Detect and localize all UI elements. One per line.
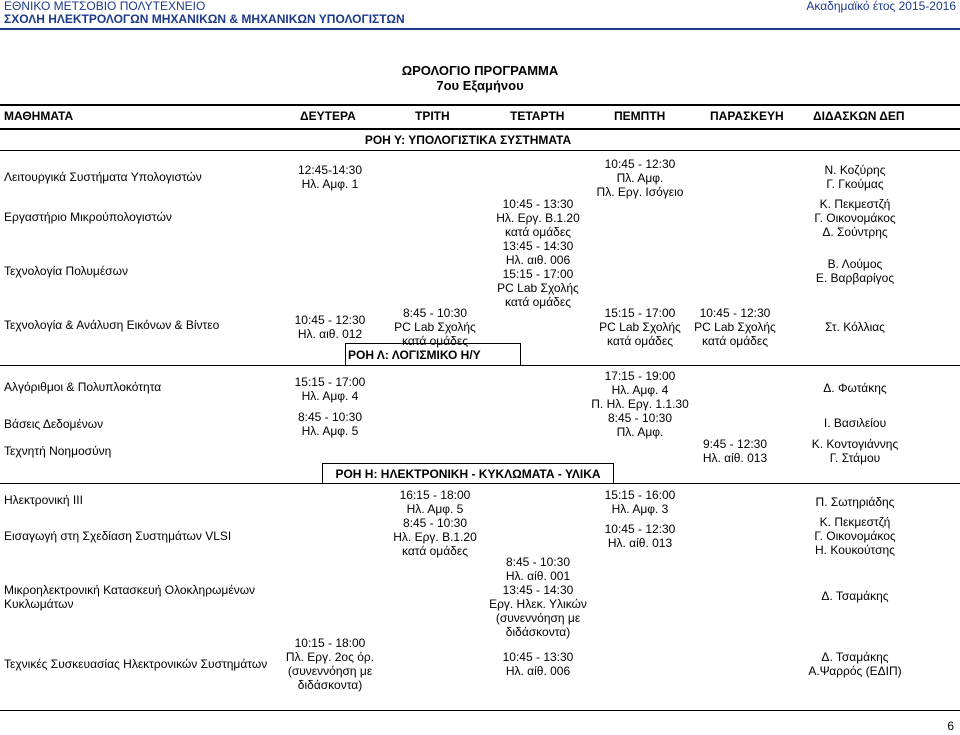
time: 10:15 - 18:00 xyxy=(294,636,366,650)
instructors-ai xyxy=(790,437,920,465)
mon-slot-os xyxy=(280,163,380,191)
time: 15:15 - 17:00 xyxy=(604,306,676,320)
time: 10:45 - 12:30 xyxy=(604,157,676,171)
col-header-tuesday: ΤΡΙΤΗ xyxy=(415,109,450,123)
header-divider xyxy=(0,28,960,30)
col-header-wednesday: ΤΕΤΑΡΤΗ xyxy=(510,109,565,123)
mon-slot-image-video xyxy=(280,313,380,341)
col-header-thursday: ΠΕΜΠΤΗ xyxy=(614,109,666,123)
tue-slot-electronics xyxy=(380,488,490,558)
time: 10:45 - 12:30 xyxy=(294,313,366,327)
section-l-divider xyxy=(0,365,960,366)
course-vlsi-design: Εισαγωγή στη Σχεδίαση Συστημάτων VLSI xyxy=(4,529,232,543)
instructor-name: Δ. Τσαμάκης xyxy=(821,650,889,664)
course-artificial-intelligence: Τεχνητή Νοημοσύνη xyxy=(4,444,112,458)
instructors-microelectronics xyxy=(790,589,920,603)
instructor-name: Γ. Οικονομάκος xyxy=(814,211,896,225)
time: 10:45 - 12:30 xyxy=(699,306,771,320)
note: κατά ομάδες xyxy=(505,225,571,239)
instructors-packaging xyxy=(790,650,920,678)
instructor-name: Β. Λούμος xyxy=(827,257,883,271)
room: Ηλ. Αμφ. 3 xyxy=(611,502,669,516)
course-databases: Βάσεις Δεδομένων xyxy=(4,417,104,431)
thu-slot-electronics xyxy=(585,488,695,516)
note: κατά ομάδες xyxy=(607,334,673,348)
instructor-name: Ν. Κοζύρης xyxy=(824,163,886,177)
col-header-courses: ΜΑΘΗΜΑΤΑ xyxy=(4,109,74,123)
time: 10:45 - 13:30 xyxy=(502,197,574,211)
col-header-instructors: ΔΙΔΑΣΚΩΝ ΔΕΠ xyxy=(813,109,905,123)
table-header-border xyxy=(0,128,960,130)
room: Ηλ. Αμφ. 1 xyxy=(301,177,359,191)
wed-slot-lab-multimedia xyxy=(483,197,593,309)
col-header-monday: ΔΕΥΤΕΡΑ xyxy=(300,109,356,123)
room: Ηλ. Εργ. Β.1.20 xyxy=(496,211,580,225)
room: Ηλ. Αμφ. 4 xyxy=(301,389,359,403)
instructor-name: Α.Ψαρρός (ΕΔΙΠ) xyxy=(808,664,902,678)
instructor-name: Στ. Κόλλιας xyxy=(825,320,885,334)
fri-slot-image-video xyxy=(680,306,790,348)
instructors-databases xyxy=(790,416,920,430)
mon-slot-algorithms xyxy=(280,375,380,403)
course-microelectronics-line1: Μικροηλεκτρονική Κατασκευή Ολοκληρωμένων xyxy=(4,583,256,597)
document-title: ΩΡΟΛΟΓΙΟ ΠΡΟΓΡΑΜΜΑ xyxy=(401,63,559,78)
instructor-name: Ε. Βαρβαρίγος xyxy=(815,271,895,285)
room: PC Lab Σχολής xyxy=(694,320,776,334)
note: διδάσκοντα) xyxy=(505,625,571,639)
fri-slot-ai xyxy=(680,437,790,465)
room: Ηλ. Αμφ. 5 xyxy=(301,424,359,438)
instructors-multimedia xyxy=(790,257,920,285)
instructors-image-video xyxy=(790,320,920,334)
section-h-left-rule xyxy=(322,463,323,484)
note: (συνεννόηση με xyxy=(495,611,581,625)
course-image-video-analysis: Τεχνολογία & Ανάλυση Εικόνων & Βίντεο xyxy=(4,318,220,332)
room: Ηλ. αίθ. 006 xyxy=(505,664,571,678)
section-h-title: ΡΟΗ Η: ΗΛΕΚΤΡΟΝΙΚΗ - ΚΥΚΛΩΜΑΤΑ - ΥΛΙΚΑ xyxy=(335,467,601,481)
room: Ηλ. αίθ. 001 xyxy=(505,569,571,583)
time: 8:45 - 10:30 xyxy=(607,411,673,425)
room: Ηλ. αίθ. 013 xyxy=(607,536,673,550)
room: Ηλ. αιθ. 012 xyxy=(297,327,363,341)
instructors-vlsi xyxy=(790,515,920,557)
instructor-name: Ι. Βασιλείου xyxy=(823,416,887,430)
section-h-top-rule xyxy=(322,463,614,464)
document-subtitle: 7ου Εξαμήνου xyxy=(436,78,524,93)
time: 15:15 - 17:00 xyxy=(294,375,366,389)
instructors-os xyxy=(790,163,920,191)
instructor-name: Γ. Γκούμας xyxy=(826,177,884,191)
room: Ηλ. Εργ. Β.1.20 xyxy=(393,530,477,544)
room: Πλ. Εργ. 2ος όρ. xyxy=(285,650,375,664)
instructor-name: Δ. Τσαμάκης xyxy=(821,589,889,603)
room: Ηλ. Αμφ. 5 xyxy=(406,502,464,516)
instructor-name: Π. Σωτηριάδης xyxy=(815,495,895,509)
thu-slot-os xyxy=(585,157,695,199)
mon-slot-packaging xyxy=(270,636,390,692)
course-multimedia-technology: Τεχνολογία Πολυμέσων xyxy=(4,264,128,278)
time: 8:45 - 10:30 xyxy=(402,516,468,530)
instructor-name: Κ. Πεκμεστζή xyxy=(819,515,891,529)
instructor-name: Η. Κουκούτσης xyxy=(815,543,895,557)
time: 13:45 - 14:30 xyxy=(502,239,574,253)
room: Ηλ. αίθ. 013 xyxy=(702,451,768,465)
time: 10:45 - 12:30 xyxy=(604,522,676,536)
time: 16:15 - 18:00 xyxy=(399,488,471,502)
note: κατά ομάδες xyxy=(505,295,571,309)
room: Πλ. Αμφ. xyxy=(616,171,664,185)
section-l-right-rule xyxy=(520,343,521,366)
section-h-right-rule xyxy=(613,463,614,484)
time: 8:45 - 10:30 xyxy=(505,555,571,569)
room: PC Lab Σχολής xyxy=(497,281,579,295)
note: (συνεννόηση με xyxy=(287,664,373,678)
thu-slot-algorithms-databases xyxy=(585,369,695,439)
time: 12:45-14:30 xyxy=(297,163,363,177)
room: PC Lab Σχολής xyxy=(394,320,476,334)
instructors-microcomputer-lab xyxy=(790,197,920,239)
instructor-name: Κ. Πεκμεστζή xyxy=(819,197,891,211)
university-name: ΕΘΝΙΚΟ ΜΕΤΣΟΒΙΟ ΠΟΛΥΤΕΧΝΕΙΟ xyxy=(4,0,206,13)
mon-slot-databases xyxy=(280,410,380,438)
academic-year: Ακαδημαϊκό έτος 2015-2016 xyxy=(806,0,956,13)
page-number: 6 xyxy=(947,719,954,733)
school-name: ΣΧΟΛΗ ΗΛΕΚΤΡΟΛΟΓΩΝ ΜΗΧΑΝΙΚΩΝ & ΜΗΧΑΝΙΚΩΝ ΥΠΟΛΟΓΙΣΤΩΝ xyxy=(4,12,405,26)
instructors-algorithms xyxy=(790,381,920,395)
course-operating-systems: Λειτουργικά Συστήματα Υπολογιστών xyxy=(4,170,202,184)
time: 15:15 - 17:00 xyxy=(502,267,574,281)
note: κατά ομάδες xyxy=(402,544,468,558)
room: Πλ. Εργ. Ισόγειο xyxy=(596,185,684,199)
note: κατά ομάδες xyxy=(702,334,768,348)
instructor-name: Γ. Οικονομάκος xyxy=(814,529,896,543)
section-l-title: ΡΟΗ Λ: ΛΟΓΙΣΜΙΚΟ Η/Υ xyxy=(348,348,481,362)
instructor-name: Δ. Σούντρης xyxy=(822,225,888,239)
section-y-title: ΡΟΗ Υ: ΥΠΟΛΟΓΙΣΤΙΚΑ ΣΥΣΤΗΜΑΤΑ xyxy=(364,133,572,147)
room: Ηλ. Αμφ. 4 xyxy=(611,383,669,397)
thu-slot-image-video xyxy=(585,306,695,348)
time: 10:45 - 13:30 xyxy=(502,650,574,664)
room: Πλ. Αμφ. xyxy=(616,425,664,439)
room: Π. Ηλ. Εργ. 1.1.30 xyxy=(591,397,689,411)
wed-slot-microelectronics xyxy=(483,555,593,639)
table-top-border xyxy=(0,104,960,106)
time: 17:15 - 19:00 xyxy=(604,369,676,383)
col-header-friday: ΠΑΡΑΣΚΕΥΗ xyxy=(710,109,784,123)
section-y-divider xyxy=(0,150,960,151)
room: PC Lab Σχολής xyxy=(599,320,681,334)
section-l-left-rule xyxy=(345,343,346,366)
time: 8:45 - 10:30 xyxy=(297,410,363,424)
room: Εργ. Ηλεκ. Υλικών xyxy=(489,597,587,611)
tue-slot-image-video xyxy=(380,306,490,348)
time: 15:15 - 16:00 xyxy=(604,488,676,502)
course-electronics-iii: Ηλεκτρονική ΙΙΙ xyxy=(4,493,83,507)
course-algorithms-complexity: Αλγόριθμοι & Πολυπλοκότητα xyxy=(4,380,162,394)
time: 13:45 - 14:30 xyxy=(502,583,574,597)
section-h-divider xyxy=(0,483,960,484)
room: Ηλ. αιθ. 006 xyxy=(505,253,571,267)
thu-slot-packaging xyxy=(483,650,593,678)
time: 8:45 - 10:30 xyxy=(402,306,468,320)
course-packaging-techniques: Τεχνικές Συσκευασίας Ηλεκτρονικών Συστημάτων xyxy=(4,657,268,671)
instructor-name: Δ. Φωτάκης xyxy=(823,381,887,395)
table-bottom-border xyxy=(0,710,960,711)
note: κατά ομάδες xyxy=(402,334,468,348)
note: διδάσκοντα) xyxy=(297,678,363,692)
thu-slot-vlsi xyxy=(585,522,695,550)
course-microelectronics-line2: Κυκλωμάτων xyxy=(4,597,74,611)
instructor-name: Κ. Κοντογιάννης xyxy=(811,437,899,451)
instructor-name: Γ. Στάμου xyxy=(829,451,881,465)
instructors-electronics-iii xyxy=(790,495,920,509)
course-microcomputer-lab: Εργαστήριο Μικρούπολογιστών xyxy=(4,210,172,224)
time: 9:45 - 12:30 xyxy=(702,437,768,451)
